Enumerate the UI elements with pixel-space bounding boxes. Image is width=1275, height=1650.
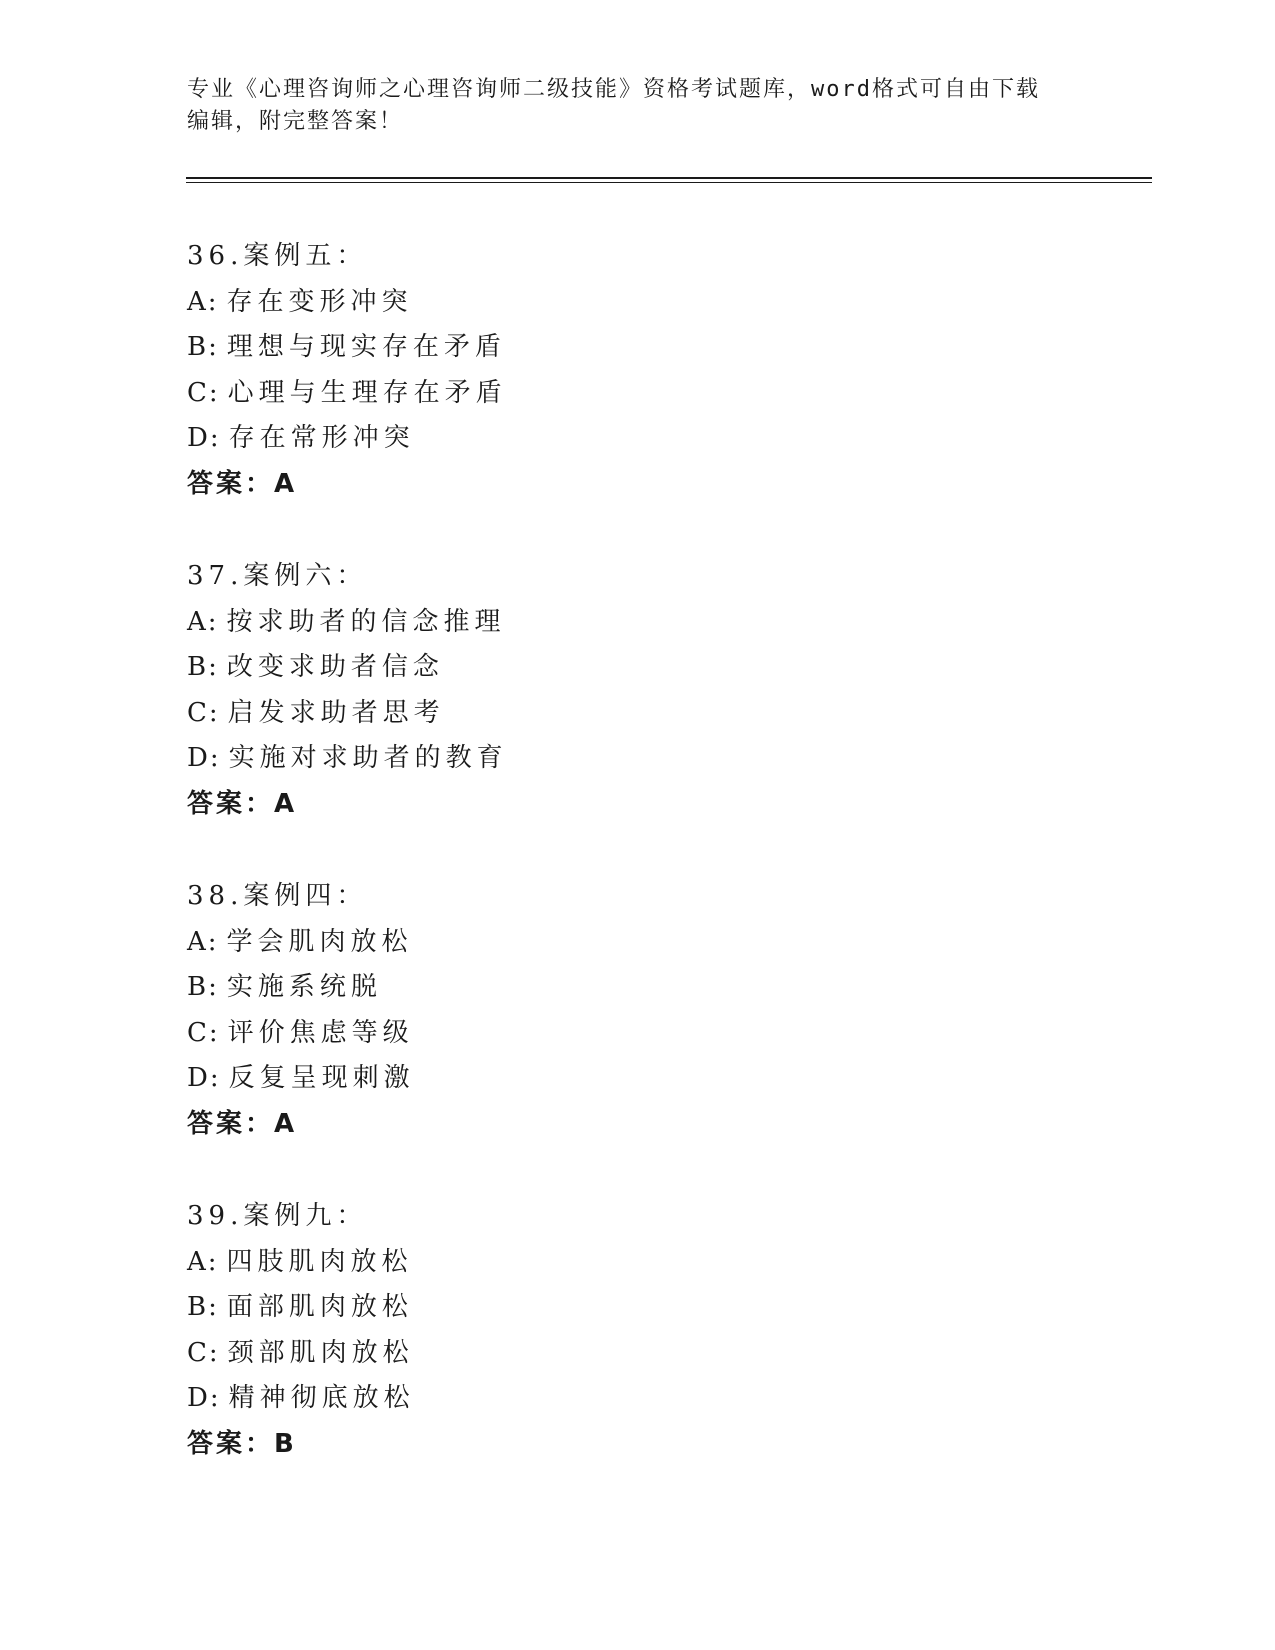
option-text: 心理与生理存在矛盾 <box>227 377 507 408</box>
question-title: 39.案例九： <box>187 1201 368 1231</box>
answer-line: 答案：A <box>187 468 298 499</box>
option-d <box>187 1060 1087 1106</box>
option-c <box>187 1335 1087 1381</box>
option-d <box>187 420 1087 466</box>
option-a <box>187 284 1087 330</box>
option-text: 精神彻底放松 <box>228 1383 415 1413</box>
option-key: C: <box>187 1337 220 1368</box>
option-key: A: <box>187 1246 219 1277</box>
option-key: C: <box>187 1017 220 1048</box>
option-text: 按求助者的信念推理 <box>226 606 506 637</box>
header-divider-thin <box>186 182 1152 183</box>
question-36 <box>187 238 1087 558</box>
option-key: A: <box>187 286 219 317</box>
option-text: 实施对求助者的教育 <box>228 743 508 773</box>
option-d <box>187 1380 1087 1426</box>
option-a <box>187 924 1087 970</box>
option-c <box>187 1015 1087 1061</box>
option-text: 面部肌肉放松 <box>226 1292 413 1322</box>
option-text: 存在变形冲突 <box>226 286 413 317</box>
header-divider-thick <box>186 177 1152 179</box>
option-text: 评价焦虑等级 <box>227 1017 414 1048</box>
option-key: B: <box>187 332 219 362</box>
option-b <box>187 649 1087 695</box>
option-text: 学会肌肉放松 <box>226 926 413 957</box>
option-key: D: <box>187 743 221 773</box>
option-key: B: <box>187 652 219 682</box>
question-title: 37.案例六： <box>187 561 368 591</box>
option-key: D: <box>187 423 221 453</box>
header-line-1: 专业《心理咨询师之心理咨询师二级技能》资格考试题库，word格式可自由下载 <box>187 77 1040 102</box>
option-text: 实施系统脱 <box>226 972 382 1002</box>
option-key: A: <box>187 926 219 957</box>
option-b <box>187 969 1087 1015</box>
document-header <box>187 74 1067 138</box>
option-key: B: <box>187 972 219 1002</box>
option-c <box>187 375 1087 421</box>
option-text: 反复呈现刺激 <box>228 1063 415 1093</box>
answer-line: 答案：A <box>187 788 298 819</box>
option-text: 理想与现实存在矛盾 <box>226 332 506 362</box>
question-title: 36.案例五： <box>187 241 368 271</box>
option-b <box>187 329 1087 375</box>
option-key: C: <box>187 377 220 408</box>
option-d <box>187 740 1087 786</box>
option-text: 四肢肌肉放松 <box>226 1246 413 1277</box>
question-39 <box>187 1198 1087 1518</box>
option-a <box>187 1244 1087 1290</box>
answer-line: 答案：B <box>187 1428 297 1459</box>
option-key: D: <box>187 1063 221 1093</box>
question-list <box>187 238 1087 1518</box>
option-b <box>187 1289 1087 1335</box>
option-text: 存在常形冲突 <box>228 423 415 453</box>
option-c <box>187 695 1087 741</box>
option-key: B: <box>187 1292 219 1322</box>
answer-line: 答案：A <box>187 1108 298 1139</box>
option-text: 颈部肌肉放松 <box>227 1337 414 1368</box>
question-title: 38.案例四： <box>187 881 368 911</box>
option-a <box>187 604 1087 650</box>
option-key: D: <box>187 1383 221 1413</box>
option-text: 启发求助者思考 <box>227 697 445 728</box>
option-text: 改变求助者信念 <box>226 652 444 682</box>
option-key: C: <box>187 697 220 728</box>
header-line-2: 编辑，附完整答案！ <box>187 109 404 134</box>
question-37 <box>187 558 1087 878</box>
option-key: A: <box>187 606 219 637</box>
question-38 <box>187 878 1087 1198</box>
